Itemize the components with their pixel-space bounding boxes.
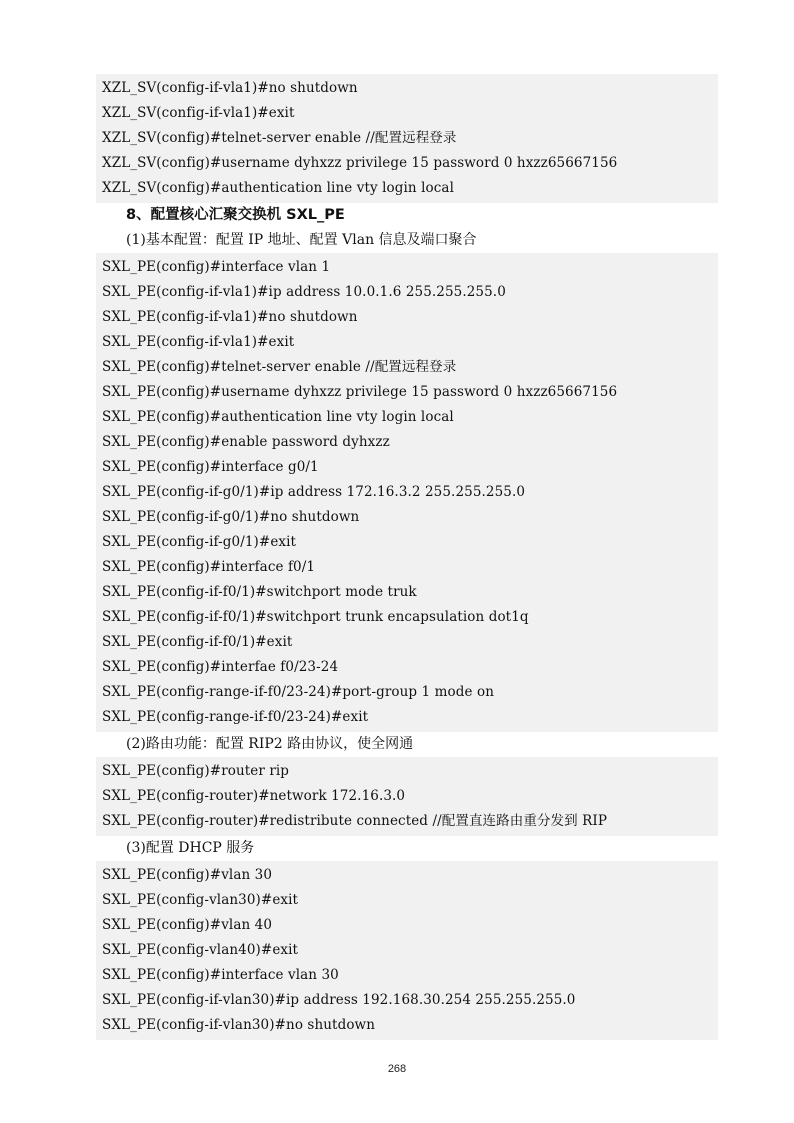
code-line: SXL_PE(config-router)#redistribute connected //配置直连路由重分发到 RIP — [102, 813, 608, 829]
code-line: SXL_PE(config)#router rip — [102, 763, 290, 779]
code-line: XZL_SV(config)#username dyhxzz privilege 15 password 0 hxzz65667156 — [102, 155, 618, 171]
code-line: SXL_PE(config-router)#network 172.16.3.0 — [102, 788, 406, 804]
code-line: SXL_PE(config-if-g0/1)#no shutdown — [102, 509, 360, 525]
code-line: SXL_PE(config)#vlan 40 — [102, 917, 273, 933]
code-line: XZL_SV(config-if-vla1)#exit — [102, 105, 295, 121]
code-line: SXL_PE(config)#interface g0/1 — [102, 459, 319, 475]
code-line: SXL_PE(config-if-vlan30)#no shutdown — [102, 1017, 375, 1033]
code-line: SXL_PE(config)#enable password dyhxzz — [102, 434, 390, 450]
section-heading-8: 8、配置核心汇聚交换机 SXL_PE — [126, 207, 345, 223]
code-line: SXL_PE(config-if-vla1)#ip address 10.0.1.6 255.255.255.0 — [102, 284, 506, 300]
code-line: SXL_PE(config)#interface f0/1 — [102, 559, 316, 575]
code-line: SXL_PE(config-range-if-f0/23-24)#port-group 1 mode on — [102, 684, 495, 700]
code-line: XZL_SV(config)#authentication line vty login local — [102, 180, 454, 196]
code-line: XZL_SV(config)#telnet-server enable //配置远程登录 — [102, 130, 457, 146]
code-line: SXL_PE(config-if-f0/1)#switchport trunk encapsulation dot1q — [102, 609, 529, 625]
subsection-title-routing: (2)路由功能：配置 RIP2 路由协议，使全网通 — [126, 736, 414, 752]
code-line: SXL_PE(config-if-vlan30)#ip address 192.168.30.254 255.255.255.0 — [102, 992, 576, 1008]
code-block-dhcp — [96, 861, 718, 1040]
subsection-title-dhcp: (3)配置 DHCP 服务 — [126, 840, 255, 856]
code-block-routing — [96, 757, 718, 836]
code-line: SXL_PE(config)#telnet-server enable //配置远程登录 — [102, 359, 457, 375]
subsection-title-basic-config: (1)基本配置：配置 IP 地址、配置 Vlan 信息及端口聚合 — [126, 232, 477, 248]
code-block-xzl-sv — [96, 74, 718, 203]
code-line: SXL_PE(config-if-f0/1)#exit — [102, 634, 293, 650]
code-line: SXL_PE(config-if-vla1)#no shutdown — [102, 309, 358, 325]
document-page — [96, 74, 718, 1040]
code-line: SXL_PE(config-if-f0/1)#switchport mode truk — [102, 584, 417, 600]
code-line: SXL_PE(config-range-if-f0/23-24)#exit — [102, 709, 369, 725]
code-line: SXL_PE(config)#authentication line vty login local — [102, 409, 454, 425]
code-line: SXL_PE(config-if-g0/1)#ip address 172.16.3.2 255.255.255.0 — [102, 484, 526, 500]
code-line: SXL_PE(config-if-vla1)#exit — [102, 334, 295, 350]
page-number: 268 — [387, 1063, 407, 1075]
code-line: SXL_PE(config)#interfae f0/23-24 — [102, 659, 339, 675]
code-line: SXL_PE(config-vlan30)#exit — [102, 892, 299, 908]
code-line: SXL_PE(config)#username dyhxzz privilege 15 password 0 hxzz65667156 — [102, 384, 618, 400]
code-line: XZL_SV(config-if-vla1)#no shutdown — [102, 80, 358, 96]
code-line: SXL_PE(config)#vlan 30 — [102, 867, 273, 883]
code-line: SXL_PE(config-vlan40)#exit — [102, 942, 299, 958]
code-line: SXL_PE(config)#interface vlan 1 — [102, 259, 331, 275]
code-line: SXL_PE(config)#interface vlan 30 — [102, 967, 339, 983]
code-block-basic-config — [96, 253, 718, 732]
code-line: SXL_PE(config-if-g0/1)#exit — [102, 534, 297, 550]
